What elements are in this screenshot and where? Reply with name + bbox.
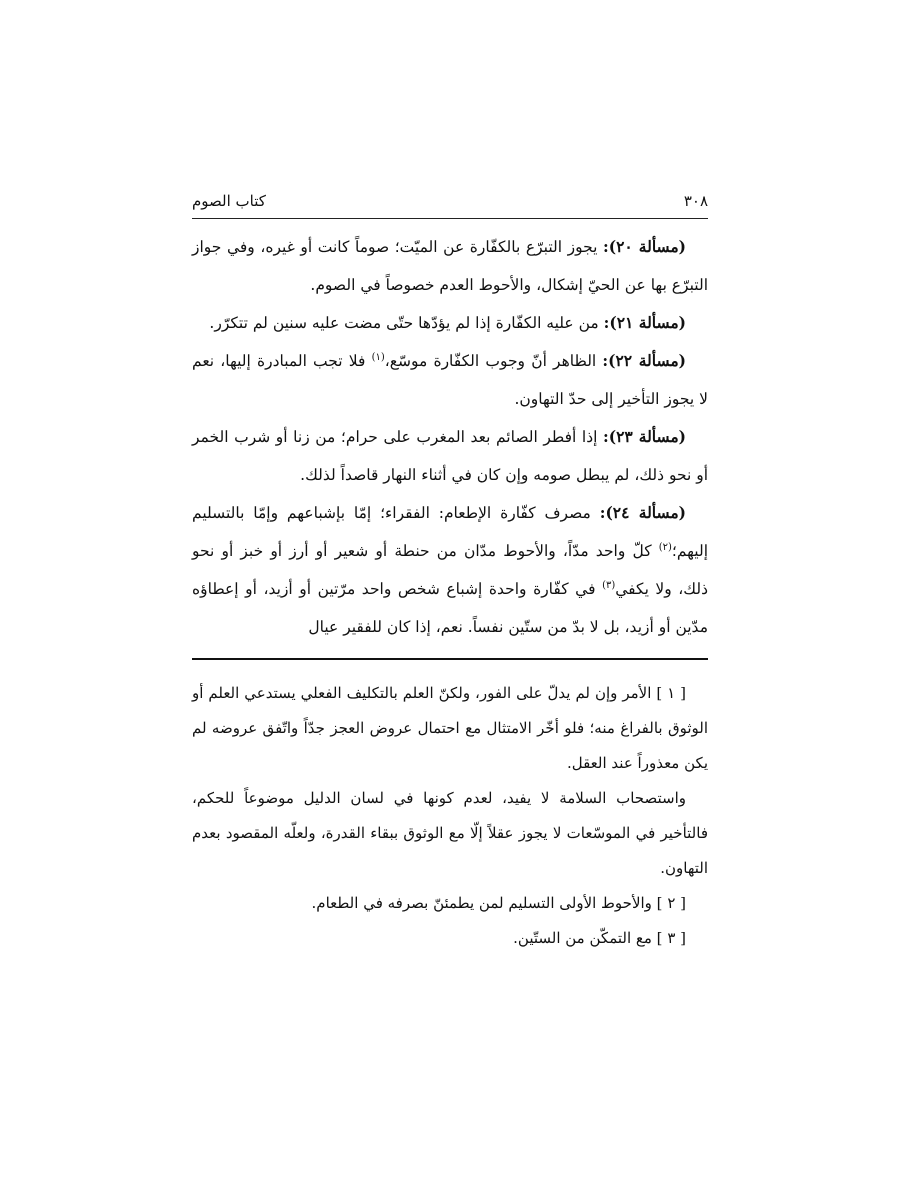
issue-label: (مسألة ٢١): bbox=[603, 313, 686, 332]
book-title: كتاب الصوم bbox=[192, 192, 266, 210]
issue-text: من عليه الكفّارة إذا لم يؤدّها حتّى مضت عليه سنين لم تتكرّر. bbox=[209, 314, 599, 332]
issue-text: مصرف كفّارة الإطعام: الفقراء؛ إمّا بإشباعهم وإمّا بالتسليم إليهم؛ bbox=[192, 504, 708, 560]
issue-23 bbox=[192, 418, 708, 494]
header-divider bbox=[192, 218, 708, 219]
footnote-1: [ ١ ] الأمر وإن لم يدلّ على الفور، ولكنّ العلم بالتكليف الفعلي يستدعي العلم أو الوثوق بالفراغ منه؛ فلو أخّر الامتثال مع احتمال عروض العجز جدّاً واتّفق عروضه لم يكن معذوراً عند العقل. bbox=[192, 684, 708, 772]
page-number: ٣٠٨ bbox=[683, 192, 708, 210]
issue-text: في كفّارة واحدة إشباع شخص واحد مرّتين أو أزيد، أو إعطاؤه مدّين أو أزيد، بل لا بدّ من ستّين نفساً. نعم، إذا كان للفقير عيال bbox=[192, 580, 708, 636]
issue-text: الظاهر أنّ وجوب الكفّارة موسّع، bbox=[384, 352, 597, 370]
footnote-2: [ ٢ ] والأحوط الأولى التسليم لمن يطمئنّ بصرفه في الطعام. bbox=[311, 894, 686, 912]
issue-label: (مسألة ٢٠): bbox=[603, 237, 687, 256]
issue-text: فلا تجب المبادرة إليها، نعم لا يجوز التأخير إلى حدّ التهاون. bbox=[192, 352, 708, 408]
issue-text: يجوز التبرّع بالكفّارة عن الميّت؛ صوماً كانت أو غيره، وفي جواز التبرّع بها عن الحيّ إشكال، والأحوط العدم خصوصاً في الصوم. bbox=[192, 238, 708, 294]
footnote-ref[interactable]: (١) bbox=[371, 351, 385, 363]
running-header bbox=[192, 188, 708, 214]
footnote-3: [ ٣ ] مع التمكّن من الستّين. bbox=[513, 929, 686, 947]
main-text bbox=[192, 228, 708, 646]
footnotes bbox=[192, 676, 708, 956]
footnote-divider bbox=[192, 658, 708, 660]
issue-21 bbox=[192, 304, 708, 342]
issue-20 bbox=[192, 228, 708, 304]
issue-24 bbox=[192, 494, 708, 646]
issue-text: إذا أفطر الصائم بعد المغرب على حرام؛ من زنا أو شرب الخمر أو نحو ذلك، لم يبطل صومه وإن كان في أثناء النهار قاصداً لذلك. bbox=[192, 428, 708, 484]
footnote-1-continued: واستصحاب السلامة لا يفيد، لعدم كونها في لسان الدليل موضوعاً للحكم، فالتأخير في الموسّعات لا يجوز عقلاً إلّا مع الوثوق ببقاء القدرة، ولعلّه المقصود بعدم التهاون. bbox=[192, 789, 708, 877]
issue-label: (مسألة ٢٢): bbox=[602, 351, 686, 370]
footnote-ref[interactable]: (٣) bbox=[602, 579, 616, 591]
issue-label: (مسألة ٢٤): bbox=[599, 503, 686, 522]
issue-text: كلّ واحد مدّاً، والأحوط مدّان من حنطة أو شعير أو أرز أو خبز أو نحو ذلك، ولا يكفي bbox=[192, 542, 708, 598]
issue-22 bbox=[192, 342, 708, 418]
issue-label: (مسألة ٢٣): bbox=[603, 427, 686, 446]
footnote-ref[interactable]: (٢) bbox=[658, 541, 672, 553]
